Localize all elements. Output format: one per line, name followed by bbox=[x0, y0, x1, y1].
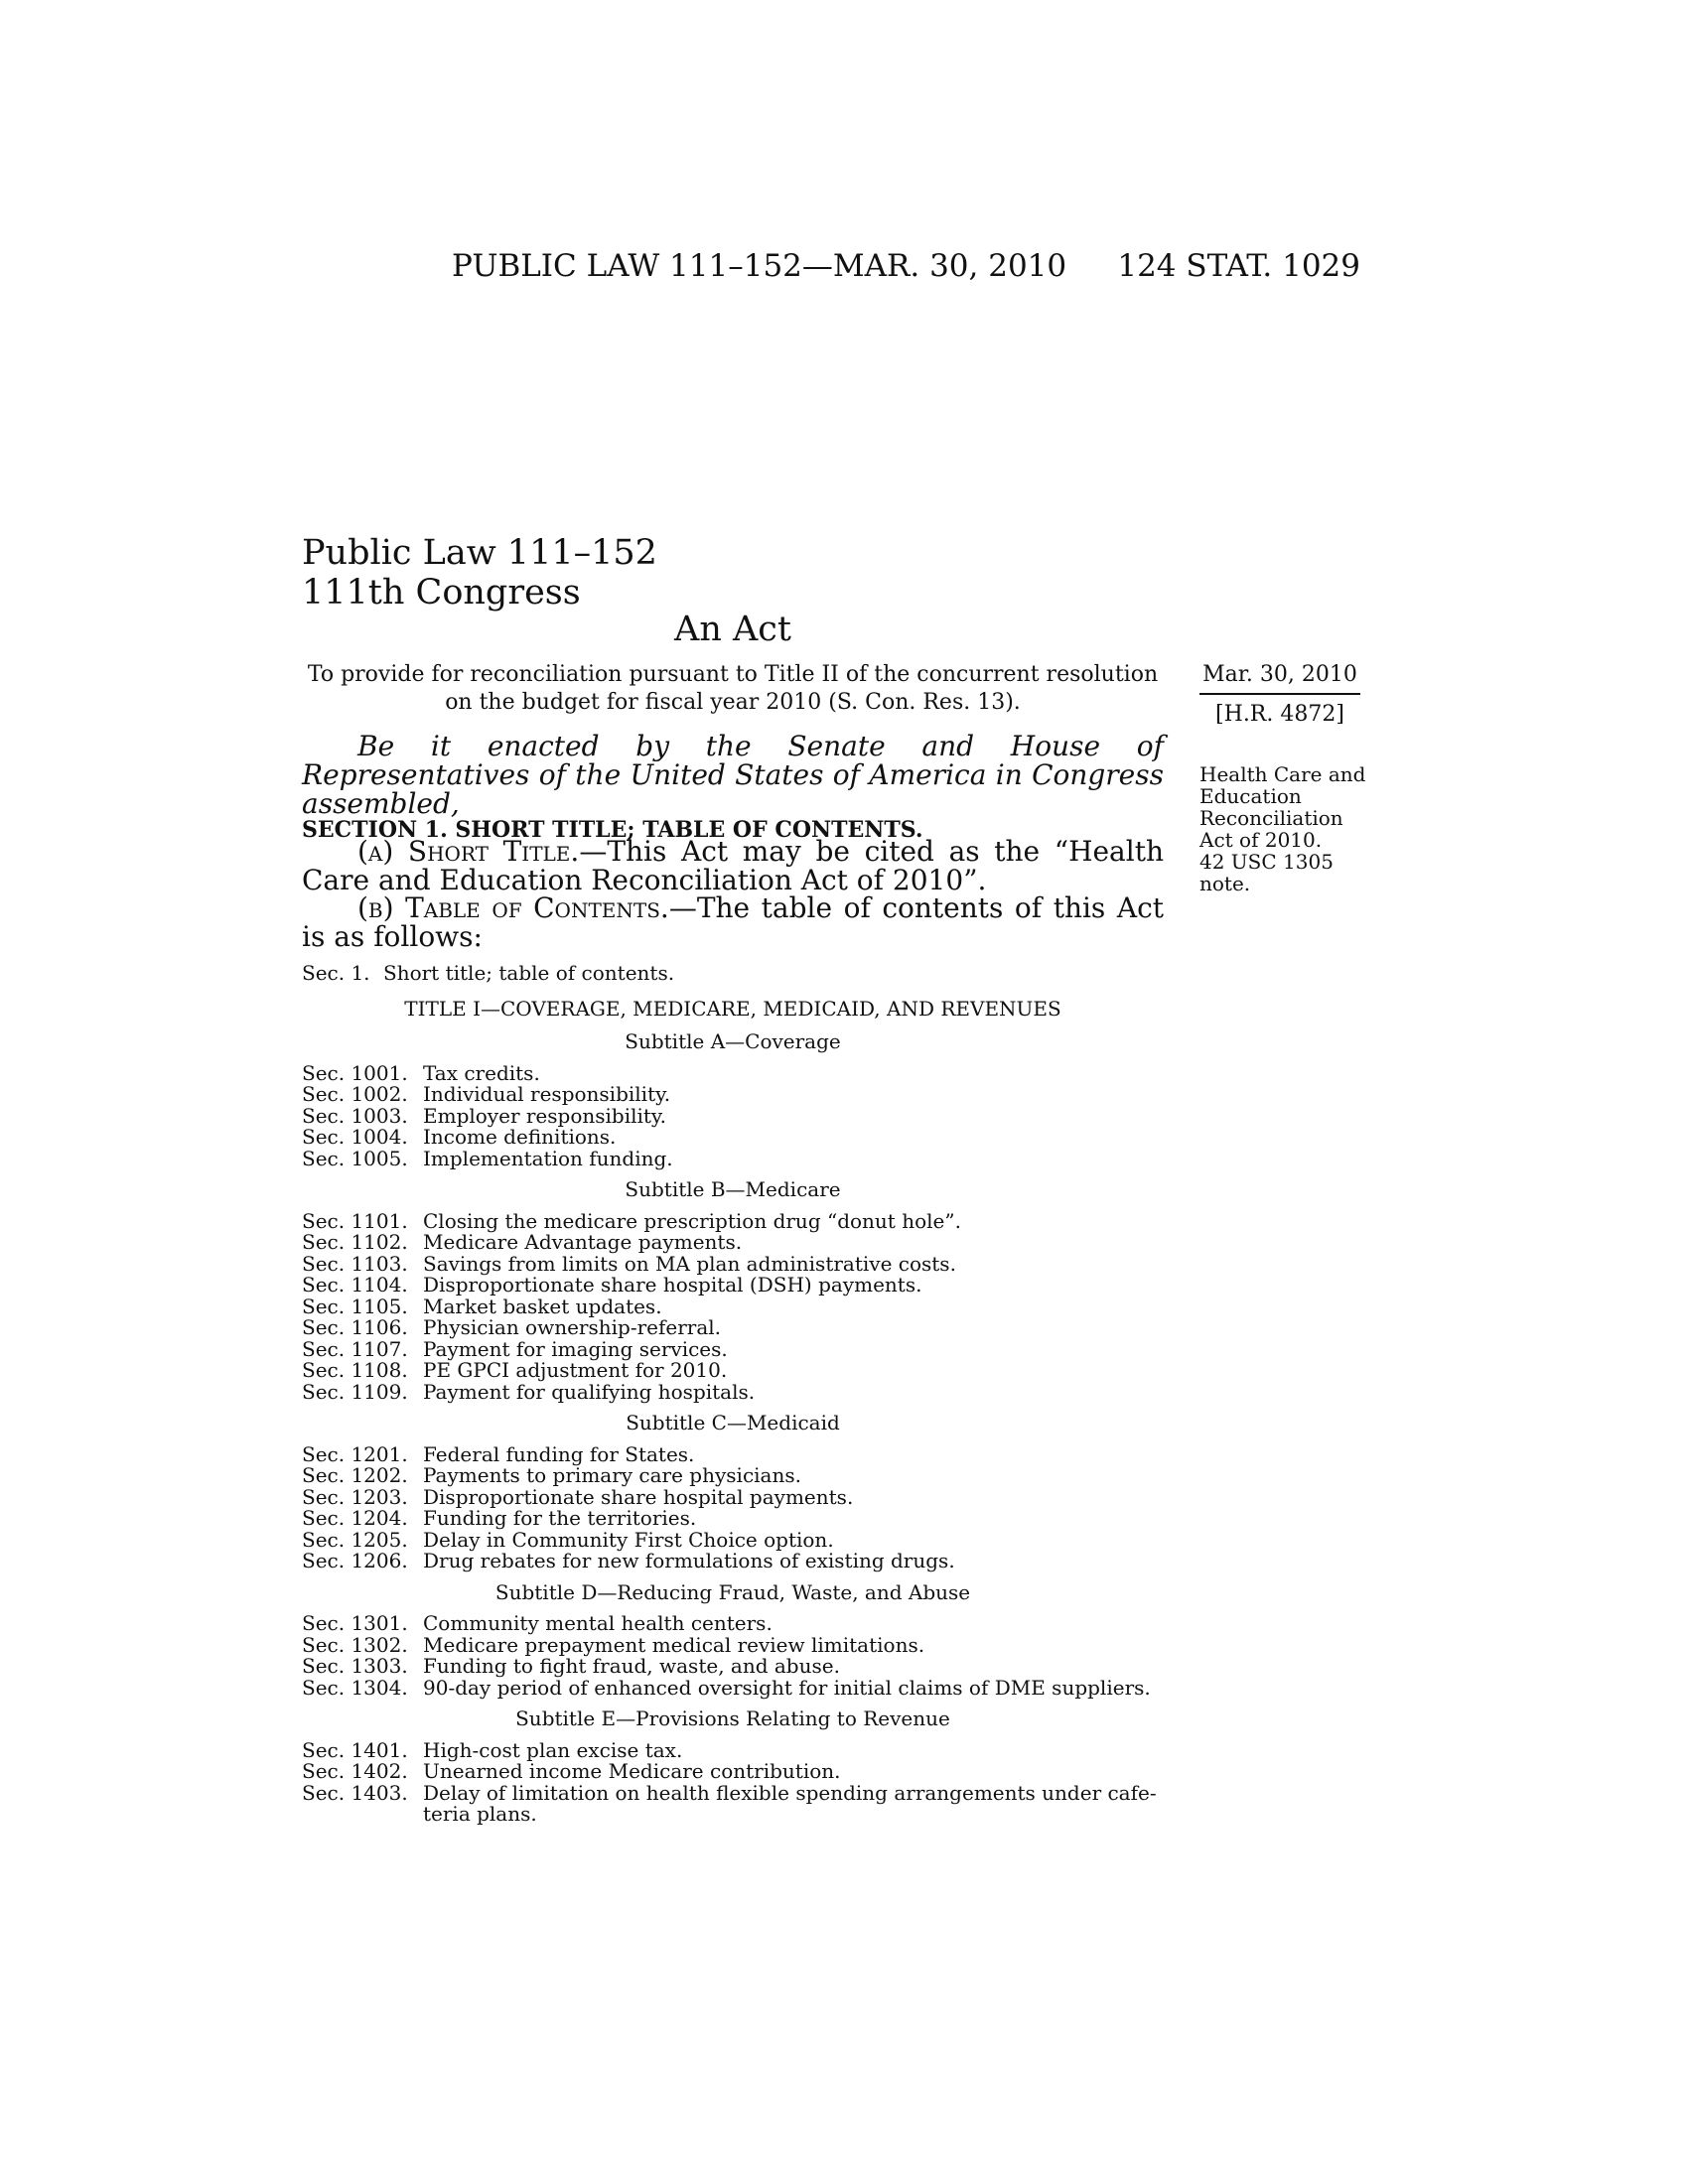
toc-entry-text: Delay of limitation on health flexible spending arrangements under cafe- bbox=[423, 1780, 1157, 1805]
margin-note-line: Health Care and bbox=[1199, 762, 1366, 786]
toc-entry-number: Sec. 1403. bbox=[302, 1780, 408, 1805]
toc-entry bbox=[302, 1632, 1164, 1657]
toc-entry bbox=[302, 1675, 1164, 1700]
toc-entry-text: Disproportionate share hospital payments. bbox=[423, 1484, 854, 1509]
toc-entry-number: Sec. 1303. bbox=[302, 1654, 408, 1678]
toc-entry-number: Sec. 1001. bbox=[302, 1060, 408, 1085]
toc-entry-number: Sec. 1401. bbox=[302, 1737, 408, 1762]
toc-entry-number: Sec. 1105. bbox=[302, 1294, 408, 1318]
toc-entry bbox=[302, 963, 1164, 985]
toc-entry-text: Medicare prepayment medical review limitations. bbox=[423, 1632, 925, 1657]
toc-entry-number: Sec. 1106. bbox=[302, 1315, 408, 1339]
paragraph-a-label: (a) Short Title. bbox=[357, 835, 580, 868]
toc-subtitle-heading: Subtitle C—Medicaid bbox=[626, 1411, 840, 1434]
margin-note-line: note. bbox=[1199, 872, 1251, 895]
toc-entry-number: Sec. 1102. bbox=[302, 1230, 408, 1254]
toc-entry-text: High-cost plan excise tax. bbox=[423, 1737, 683, 1762]
toc-entry-text: Payment for qualifying hospitals. bbox=[423, 1379, 756, 1404]
toc-entry bbox=[302, 1551, 1164, 1572]
paragraph-short-title bbox=[302, 837, 1164, 894]
toc-entry-continuation: teria plans. bbox=[423, 1802, 537, 1826]
toc-subtitle-heading: Subtitle D—Reducing Fraud, Waste, and Abuse bbox=[494, 1579, 971, 1604]
toc-entry-number: Sec. 1002. bbox=[302, 1082, 408, 1106]
public-law-number: Public Law 111–152 bbox=[302, 533, 657, 573]
running-head-left: PUBLIC LAW 111–152—MAR. 30, 2010 bbox=[452, 248, 1067, 284]
toc-entry-text: Short title; table of contents. bbox=[383, 961, 675, 985]
toc-entry-number: Sec. 1104. bbox=[302, 1273, 408, 1297]
toc-entry bbox=[302, 1527, 1164, 1552]
toc-entry-text: Federal funding for States. bbox=[423, 1441, 695, 1466]
toc-entry-text: Disproportionate share hospital (DSH) payments. bbox=[423, 1273, 922, 1297]
section-heading: SECTION 1. SHORT TITLE; TABLE OF CONTENTS. bbox=[302, 817, 923, 843]
toc-title-heading: TITLE I—COVERAGE, MEDICARE, MEDICAID, AND REVENUES bbox=[404, 996, 1061, 1021]
toc-entry bbox=[302, 1146, 1164, 1170]
toc-entry bbox=[302, 1084, 1164, 1106]
toc-entry bbox=[302, 1379, 1164, 1404]
toc-entry-text: Employer responsibility. bbox=[423, 1103, 666, 1128]
toc-entry-text: Implementation funding. bbox=[423, 1146, 673, 1170]
toc-entry bbox=[302, 1484, 1164, 1509]
toc-entry bbox=[302, 1336, 1164, 1361]
toc-entry bbox=[302, 1127, 1164, 1149]
toc-entry bbox=[302, 1508, 1164, 1530]
toc-entry-text: Community mental health centers. bbox=[423, 1611, 773, 1635]
toc-entry-number: Sec. 1004. bbox=[302, 1125, 408, 1149]
act-heading: An Act bbox=[674, 610, 791, 649]
toc-entry-number: Sec. 1101. bbox=[302, 1208, 408, 1233]
toc-entry bbox=[302, 1656, 1164, 1678]
toc-entry bbox=[302, 1360, 1164, 1382]
margin-note bbox=[1199, 763, 1368, 894]
toc-entry-text: Delay in Community First Choice option. bbox=[423, 1527, 834, 1552]
toc-entry bbox=[302, 1060, 1164, 1085]
toc-entry-text: Payment for imaging services. bbox=[423, 1336, 728, 1361]
toc-subtitle-heading: Subtitle A—Coverage bbox=[625, 1029, 841, 1053]
toc-entry-text: Tax credits. bbox=[423, 1060, 540, 1085]
toc-entry bbox=[302, 1613, 1164, 1635]
toc-entry-number: Sec. 1109. bbox=[302, 1379, 408, 1404]
running-head-right: 124 STAT. 1029 bbox=[1117, 248, 1360, 284]
toc-entry-number: Sec. 1108. bbox=[302, 1358, 408, 1382]
toc-subtitle-heading: Subtitle B—Medicare bbox=[625, 1177, 841, 1201]
margin-bill-number: [H.R. 4872] bbox=[1215, 702, 1344, 727]
toc-entry-text: Drug rebates for new formulations of existing drugs. bbox=[423, 1549, 955, 1572]
toc-entry-text: Medicare Advantage payments. bbox=[423, 1230, 743, 1254]
toc-entry-number: Sec. 1206. bbox=[302, 1549, 408, 1572]
toc-entry-text: Closing the medicare prescription drug “donut hole”. bbox=[423, 1208, 961, 1233]
act-purpose: To provide for reconciliation pursuant to Title II of the concurrent resolution on the budget for fiscal year 2010 (S. Con. Res. 13). bbox=[307, 662, 1159, 715]
toc-entry-number: Sec. 1003. bbox=[302, 1103, 408, 1128]
toc-group-subtitle-e bbox=[302, 1737, 1164, 1826]
margin-note-line: Education bbox=[1199, 784, 1302, 808]
enacting-clause: Be it enacted by the Senate and House of Representatives of the United States of America in Congress assembled, bbox=[302, 730, 1164, 820]
toc-entry bbox=[302, 1465, 1164, 1487]
toc-subtitle-heading: Subtitle E—Provisions Relating to Revenue bbox=[515, 1706, 950, 1730]
toc-entry bbox=[302, 1441, 1164, 1466]
paragraph-b-label: (b) Table of Contents. bbox=[357, 891, 669, 924]
toc-entry-text: PE GPCI adjustment for 2010. bbox=[423, 1358, 728, 1382]
toc-entry bbox=[302, 1251, 1164, 1276]
toc-entry bbox=[302, 1294, 1164, 1318]
margin-note-line: 42 USC 1305 bbox=[1199, 850, 1334, 874]
toc-entry-text: Funding for the territories. bbox=[423, 1506, 697, 1530]
toc-entry-text: Savings from limits on MA plan administrative costs. bbox=[423, 1251, 956, 1276]
toc-entry-text: Physician ownership-referral. bbox=[423, 1315, 722, 1339]
toc-entry-number: Sec. 1201. bbox=[302, 1441, 408, 1466]
toc-group-subtitle-a bbox=[302, 1060, 1164, 1170]
congress-label: 111th Congress bbox=[302, 573, 581, 613]
toc-entry-text: Funding to fight fraud, waste, and abuse. bbox=[423, 1654, 840, 1678]
toc-entry bbox=[302, 1275, 1164, 1297]
toc-entry-text: 90-day period of enhanced oversight for initial claims of DME suppliers. bbox=[423, 1675, 1151, 1700]
toc-entry-number: Sec. 1. bbox=[302, 961, 370, 985]
margin-note-line: Act of 2010. bbox=[1199, 828, 1323, 852]
toc-entry bbox=[302, 1780, 1164, 1805]
paragraph-a-text: —This Act may be cited as the “Health Care and Education Reconciliation Act of 2010”. bbox=[302, 835, 1164, 896]
toc-entry bbox=[302, 1761, 1164, 1783]
toc-entry-text: Market basket updates. bbox=[423, 1294, 662, 1318]
toc-entry-text: Individual responsibility. bbox=[423, 1082, 671, 1106]
toc-group-subtitle-c bbox=[302, 1441, 1164, 1572]
toc-entry-number: Sec. 1204. bbox=[302, 1506, 408, 1530]
toc-entry-number: Sec. 1202. bbox=[302, 1463, 408, 1487]
toc-entry-text: Payments to primary care physicians. bbox=[423, 1463, 801, 1487]
toc-entry-text: Income definitions. bbox=[423, 1125, 617, 1149]
toc-entry-text: Unearned income Medicare contribution. bbox=[423, 1759, 841, 1783]
paragraph-table-of-contents bbox=[302, 893, 1164, 951]
toc-entry-number: Sec. 1302. bbox=[302, 1632, 408, 1657]
toc-entry-number: Sec. 1203. bbox=[302, 1484, 408, 1509]
toc-entry-number: Sec. 1205. bbox=[302, 1527, 408, 1552]
margin-date: Mar. 30, 2010 bbox=[1199, 661, 1360, 695]
table-of-contents bbox=[302, 963, 1164, 1836]
toc-entry-number: Sec. 1304. bbox=[302, 1675, 408, 1700]
paragraph-b-text: —The table of contents of this Act is as follows: bbox=[302, 891, 1164, 953]
toc-entry bbox=[302, 1232, 1164, 1254]
toc-entry bbox=[302, 1103, 1164, 1128]
toc-group-subtitle-b bbox=[302, 1208, 1164, 1404]
margin-date-block bbox=[1199, 661, 1360, 729]
toc-group-subtitle-d bbox=[302, 1613, 1164, 1699]
toc-entry-number: Sec. 1402. bbox=[302, 1759, 408, 1783]
margin-note-line: Reconciliation bbox=[1199, 806, 1343, 830]
toc-entry bbox=[302, 1737, 1164, 1762]
toc-entry-number: Sec. 1005. bbox=[302, 1146, 408, 1170]
toc-entry-number: Sec. 1107. bbox=[302, 1336, 408, 1361]
toc-entry-number: Sec. 1301. bbox=[302, 1611, 408, 1635]
toc-entry bbox=[302, 1208, 1164, 1233]
toc-entry-number: Sec. 1103. bbox=[302, 1251, 408, 1276]
toc-entry bbox=[302, 1317, 1164, 1339]
